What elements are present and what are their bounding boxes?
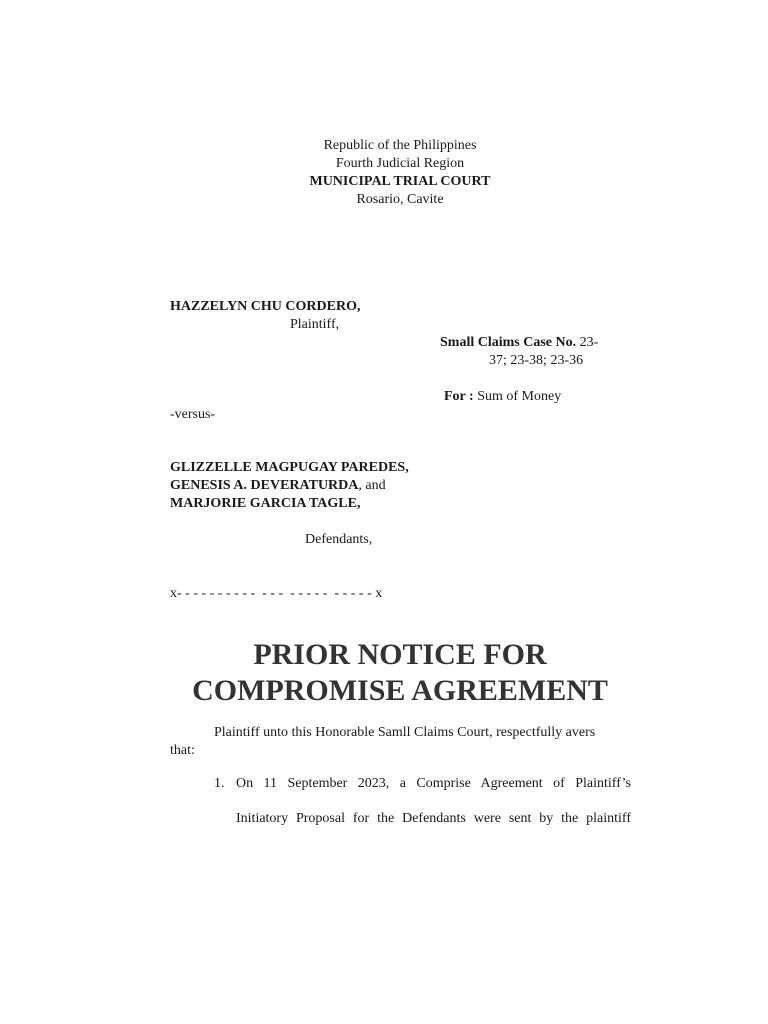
for-label: For : xyxy=(444,389,474,404)
document-title-line2: COMPROMISE AGREEMENT xyxy=(192,674,608,707)
defendant-2-suffix: , and xyxy=(358,478,386,493)
header-location: Rosario, Cavite xyxy=(356,192,444,207)
court-header xyxy=(0,137,768,209)
plaintiff-name: HAZZELYN CHU CORDERO, xyxy=(170,299,361,314)
defendants-label: Defendants, xyxy=(305,532,373,547)
header-region: Fourth Judicial Region xyxy=(335,156,465,171)
document-title-line1: PRIOR NOTICE FOR xyxy=(253,638,547,671)
case-number-value-part1: 23- xyxy=(576,335,599,350)
header-republic: Republic of the Philippines xyxy=(323,138,477,153)
item-1-number: 1. xyxy=(214,776,225,791)
defendant-1: GLIZZELLE MAGPUGAY PAREDES, xyxy=(170,460,409,475)
header-court: MUNICIPAL TRIAL COURT xyxy=(309,174,491,189)
versus-label: -versus- xyxy=(170,407,216,422)
defendant-2-line xyxy=(170,477,386,495)
defendant-2: GENESIS A. DEVERATURDA xyxy=(170,478,359,493)
intro-line-1-text: Plaintiff unto this Honorable Samll Claims Court, respectfully avers xyxy=(214,725,596,740)
nature-of-action xyxy=(444,388,561,406)
intro-line-2: that: xyxy=(170,743,195,758)
defendant-3: MARJORIE GARCIA TAGLE, xyxy=(170,496,361,511)
case-number-line xyxy=(440,334,598,352)
intro-line-1 xyxy=(214,724,595,742)
case-number-value-part2: 37; 23-38; 23-36 xyxy=(489,353,584,368)
item-1-line-1: On 11 September 2023, a Comprise Agreement of Plaintiff’s xyxy=(236,776,631,791)
item-1-line-2: Initiatory Proposal for the Defendants were sent by the plaintiff xyxy=(236,811,631,826)
case-number-label: Small Claims Case No. xyxy=(440,335,577,350)
for-value: Sum of Money xyxy=(473,389,562,404)
caption-separator: x- - - - - - - - - - - - - - - - - - - - - - - x xyxy=(170,586,383,601)
plaintiff-label: Plaintiff, xyxy=(290,317,340,332)
